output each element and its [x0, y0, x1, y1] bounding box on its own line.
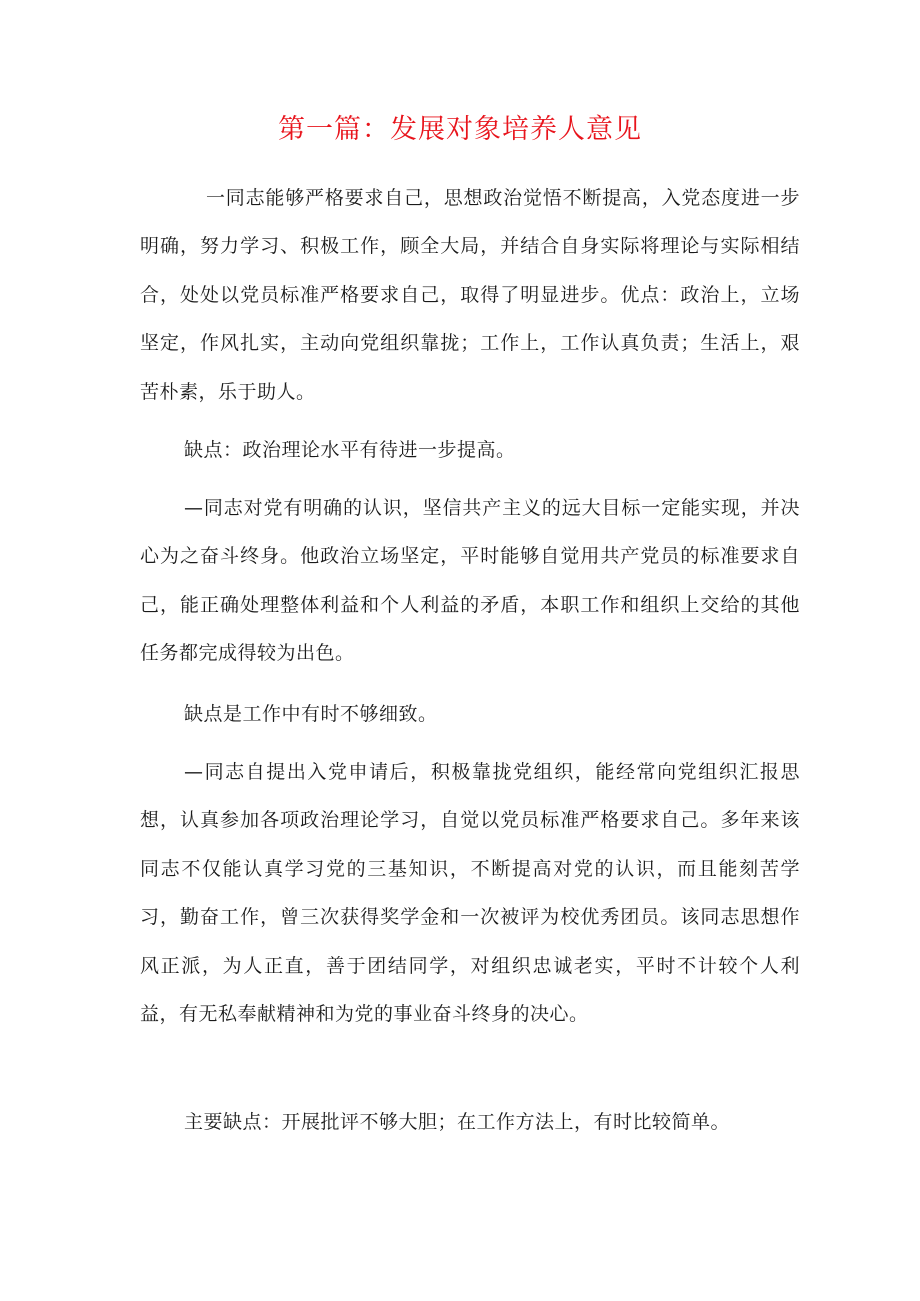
paragraph-3: —同志对党有明确的认识，坚信共产主义的远大目标一定能实现，并决心为之奋斗终身。他政治立场坚定，平时能够自觉用共产党员的标准要求自己，能正确处理整体利益和个人利益的矛盾，本职工作和组织上交给的其他任务都完成得较为出色。 [140, 497, 800, 665]
document-title: 第一篇：发展对象培养人意见 [278, 114, 642, 145]
paragraph-4: 缺点是工作中有时不够细致。 [184, 703, 438, 725]
paragraph-6: 主要缺点：开展批评不够大胆；在工作方法上，有时比较简单。 [184, 1111, 731, 1133]
paragraph-1: 一同志能够严格要求自己，思想政治觉悟不断提高，入党态度进一步明确，努力学习、积极工作，顾全大局，并结合自身实际将理论与实际相结合，处处以党员标准严格要求自己，取得了明显进步。优点：政治上，立场坚定，作风扎实，主动向党组织靠拢；工作上，工作认真负责；生活上，艰苦朴素，乐于助人。 [140, 187, 800, 403]
paragraph-5: —同志自提出入党申请后，积极靠拢党组织，能经常向党组织汇报思想，认真参加各项政治理论学习，自觉以党员标准严格要求自己。多年来该同志不仅能认真学习党的三基知识，不断提高对党的认识，而且能刻苦学习，勤奋工作，曾三次获得奖学金和一次被评为校优秀团员。该同志思想作风正派，为人正直，善于团结同学，对组织忠诚老实，平时不计较个人利益，有无私奉献精神和为党的事业奋斗终身的决心。 [140, 761, 800, 1026]
paragraph-2: 缺点：政治理论水平有待进一步提高。 [184, 439, 516, 461]
